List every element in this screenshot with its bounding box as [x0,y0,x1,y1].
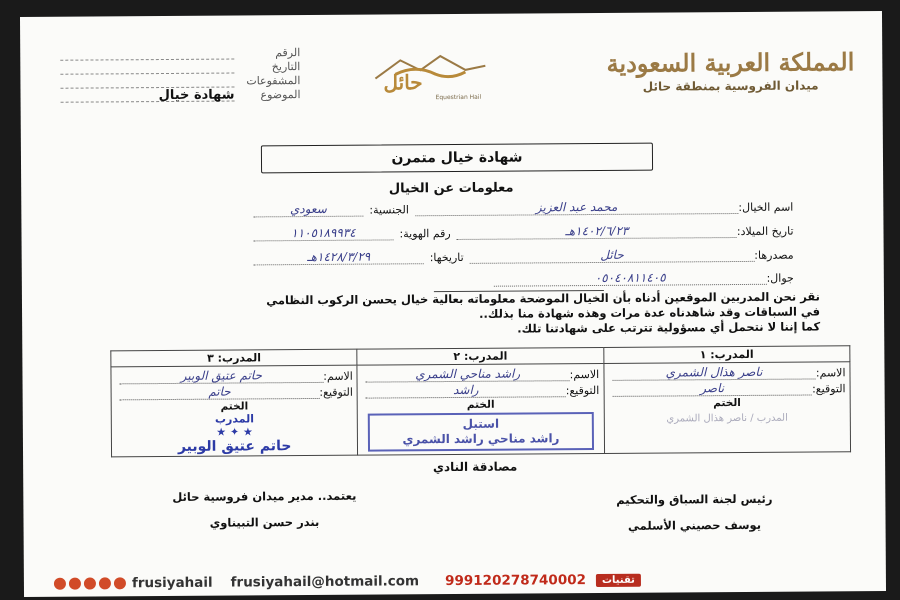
issue-date-label: تاريخها: [429,250,464,265]
ref-number-line [60,49,234,61]
nationality-value: سعودي [253,202,363,218]
ref-number-row [60,45,300,61]
trainer-3-stamp [116,412,354,456]
mobile-label: جوال: [766,271,794,285]
trainer-1-sign-label: التوقيع: [811,382,846,396]
issue-date-value: ١٤٢٨/٣/٢٩هـ [254,249,424,265]
table-row [111,362,851,457]
stamp-line: المدرب [214,412,255,426]
id-value: ١١٠٥١٨٩٩٣٤ [253,225,393,241]
trainer-2-name-label: الاسم: [569,367,600,382]
dob-label: تاريخ الميلاد: [736,224,794,239]
trainer-3-name: حاتم عتيق الوبير [119,368,323,384]
mobile-value: ٠٥٠٤٠٨١١٤٠٥ [494,270,767,287]
trainer-1-stamp-label: الختم [713,396,741,410]
footer-phone: 999120278740002 [445,572,587,590]
youtube-icon [84,577,96,589]
nationality-label: الجنسية: [369,203,409,217]
ref-number-label: الرقم [275,46,301,60]
race-committee-signature [589,486,799,539]
logo-subtext: Equestrian Hail [435,93,482,102]
trainer-3-name-label: الاسم: [323,369,353,383]
trainer-1-signature: ناصر [612,380,812,396]
ref-date-label: التاريخ [271,60,301,74]
id-label: رقم الهوية: [399,227,451,241]
certificate-paper [20,11,886,597]
director-signature [149,483,379,537]
director-title: يعتمد.. مدير ميدان فروسية حائل [172,488,357,504]
subject-value: شهادة خيال [61,91,235,103]
footer [54,567,854,595]
rider-name-value: محمد عبد العزيز [415,199,739,216]
instagram-icon [54,578,66,590]
star-icons: ★ ✦ ★ [216,425,253,439]
trainer-1-header: المدرب: ١ [603,346,849,364]
stamp-line: استبل [462,416,500,431]
trainer-statement [120,289,820,339]
rider-info-heading: معلومات عن الخيال [388,180,514,197]
trainer-3-header: المدرب: ٣ [111,349,357,367]
trainer-1-name: ناصر هذال الشمري [612,364,816,380]
trainer-2-stamp-label: الختم [466,398,495,411]
rider-name-row [253,199,793,218]
id-source-row [254,247,794,266]
kingdom-header [607,47,855,94]
attachments-row [60,73,300,89]
kingdom-title: المملكة العربية السعودية [606,47,855,78]
director-name: بندر حسن التبيناوي [209,514,320,530]
trainer-3-stamp-label: الختم [220,400,249,413]
trainer-3-cell [111,365,358,457]
subject-row [60,87,300,103]
ref-date-row [60,59,300,75]
source-value: حائل [470,247,755,264]
committee-name: يوسف حصيني الأسلمي [627,517,762,533]
twitter-icon [99,577,111,589]
kingdom-subtitle: ميدان الفروسية بمنطقة حائل [642,78,819,94]
trainer-2-signature: راشد [366,382,566,398]
social-icons [54,577,126,590]
source-label: مصدرها: [754,248,794,262]
ref-date-line [60,63,234,75]
statement-line: في السباقات وقد شاهدناه عدة مرات وهذه شهادة منا بذلك.. [479,304,821,321]
reference-fields [60,45,300,103]
trainer-2-name: راشد مناحي الشمري [366,366,570,382]
stamp-line: راشد مناحي راشد الشمري [402,431,560,447]
trainer-1-name-label: الاسم: [815,366,846,380]
club-approval-title: مصادقة النادي [432,459,518,475]
rider-name-label: اسم الخيال: [738,200,794,215]
trainer-2-header: المدرب: ٢ [357,347,603,365]
snapchat-icon [69,578,81,590]
committee-title: رئيس لجنة السباق والتحكيم [616,491,773,507]
logo-text: حائل [383,70,423,95]
stamp-line: حاتم عتيق الوبير [177,438,292,455]
statement-line: نقر نحن المدربين الموقعين أدناه بأن الخيال الموضحة معلوماته بعالية خيال يحسن الركوب النظامي [266,289,821,308]
mobile-row [494,270,794,287]
trainer-2-stamp [368,412,594,452]
dob-row [253,223,793,242]
trainer-2-cell [357,363,604,455]
trainer-3-signature: حاتم [120,384,320,400]
footer-email: frusiyahail@hotmail.com [230,573,420,591]
trainer-1-stamp: المدرب / ناصر هذال الشمري [666,412,788,425]
attachments-label: المشفوعات [246,74,301,88]
statement-line: كما إننا لا نتحمل أي مسؤولية تترتب على شهادتنا تلك. [517,319,821,336]
trainer-3-sign-label: التوقيع: [319,385,354,399]
certificate-title: شهادة خيال متمرن [261,143,653,174]
equestrian-logo [365,48,495,109]
subject-label: الموضوع [260,88,301,102]
facebook-icon [114,577,126,589]
social-handle: frusiyahail [131,574,213,592]
dob-value: ١٤٠٢/٦/٢٣هـ [457,223,737,240]
trainer-2-sign-label: التوقيع: [565,383,600,398]
trainer-1-cell [604,362,851,454]
footer-brand-tag: تقنيات [596,573,641,586]
trainers-table [110,345,851,457]
